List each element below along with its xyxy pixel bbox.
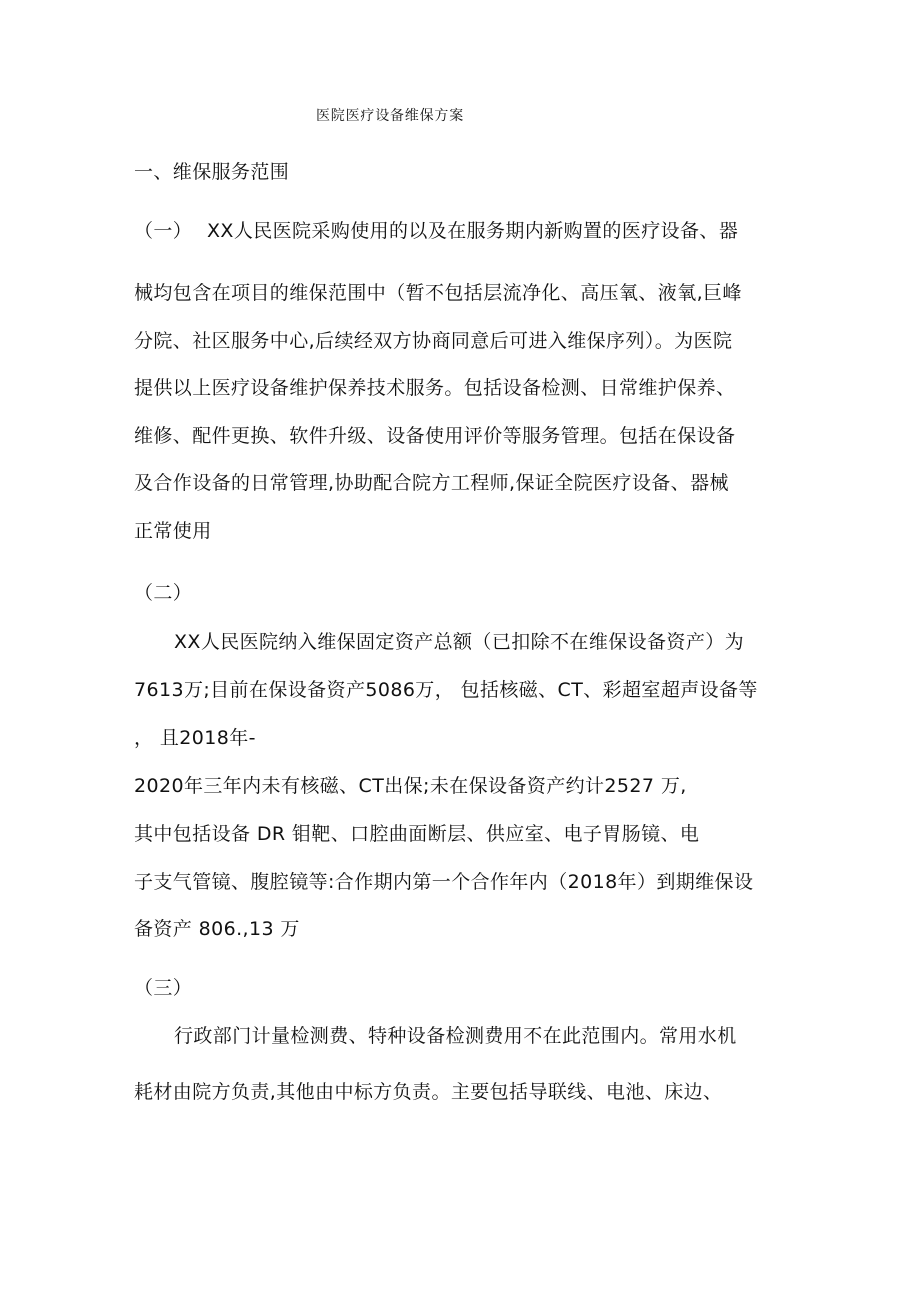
section2-line: 7613万;目前在保设备资产5086万， 包括核磁、CT、彩超室超声设备等	[134, 679, 758, 701]
section1-line: 提供以上医疗设备维护保养技术服务。包括设备检测、日常维护保养、	[134, 377, 736, 399]
section2-line: 备资产 806.,13 万	[134, 918, 300, 940]
section1-line: 械均包含在项目的维保范围中（暂不包括层流净化、高压氧、液氧,巨峰	[134, 282, 742, 304]
section1-label: （一）	[134, 220, 193, 242]
section2-line: 其中包括设备 DR 钼靶、口腔曲面断层、供应室、电子胃肠镜、电	[134, 823, 700, 845]
section2-line: 子支气管镜、腹腔镜等:合作期内第一个合作年内（2018年）到期维保设	[134, 871, 754, 893]
section-heading: 一、维保服务范围	[134, 161, 290, 183]
section3-label: （三）	[134, 977, 193, 999]
section2-line: XX人民医院纳入维保固定资产总额（已扣除不在维保设备资产）为	[174, 631, 745, 653]
section1-line: 维修、配件更换、软件升级、设备使用评价等服务管理。包括在保设备	[134, 425, 736, 447]
section1-line: 分院、社区服务中心,后续经双方协商同意后可进入维保序列）。为医院	[134, 330, 733, 352]
section1-line: 正常使用	[134, 520, 212, 542]
document-title: 医院医疗设备维保方案	[316, 108, 464, 124]
section1-line: XX人民医院采购使用的以及在服务期内新购置的医疗设备、器	[207, 220, 739, 242]
section1-line: 及合作设备的日常管理,协助配合院方工程师,保证全院医疗设备、器械	[134, 472, 729, 494]
section2-label: （二）	[134, 582, 193, 604]
section3-line: 行政部门计量检测费、特种设备检测费用不在此范围内。常用水机	[174, 1025, 737, 1047]
section2-line: 2020年三年内未有核磁、CT出保;未在保设备资产约计2527 万,	[134, 775, 687, 797]
section2-line: ， 且2018年-	[134, 727, 256, 749]
section3-line: 耗材由院方负责,其他由中标方负责。主要包括导联线、电池、床边、	[134, 1081, 723, 1103]
